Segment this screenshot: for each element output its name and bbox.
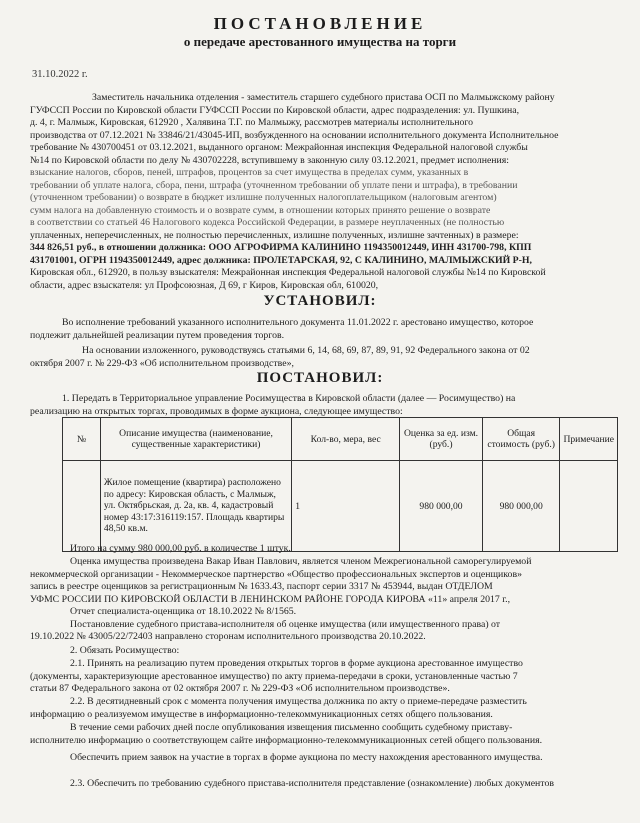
intro-line: ГУФССП России по Кировской области ГУФССП России по Кировской области, адрес подразделения: ул. Пушкина, (30, 104, 520, 116)
cell-quantity: 1 (292, 461, 400, 552)
intro-line: №14 по Кировской области по делу № 430702228, вступившему в законную силу 03.12.2021, предмет исполнения: (30, 154, 510, 166)
established-heading: УСТАНОВИЛ: (263, 293, 377, 309)
point2-line: (документы, характеризующие арестованное имущество) по акту приема-передачи в сроки, установленные частью 7 (30, 670, 518, 682)
intro-line: 431701001, ОГРН 1194350012449, адрес должника: ПРОЛЕТАРСКАЯ, 92, С КАЛИНИНО, МАЛМЫЖСКИЙ Р-Н, (30, 254, 532, 266)
intro-line: взыскание налогов, сборов, пеней, штрафов, процентов за счет имущества в пределах сумм, указанных в (30, 167, 469, 178)
point2-line: 2.2. В десятидневный срок с момента получения имущества должника по акту о приеме-передаче разместить (70, 696, 527, 707)
intro-line: производства от 07.12.2021 № 33846/21/43045-ИП, возбужденного на основании исполнительного документа Исполнительное (30, 129, 559, 141)
intro-line: сумм налога на добавленную стоимость и о возврате сумм, в отношении которых принято решение о возврате (30, 204, 491, 216)
document-title: ПОСТАНОВЛЕНИЕ (213, 14, 427, 33)
intro-line: Кировская обл., 612920, в пользу взыскателя: Межрайонная инспекция Федеральной налоговой службы №14 по Кировской (30, 267, 546, 278)
document-date: 31.10.2022 г. (32, 69, 88, 80)
property-table (62, 417, 618, 552)
after-table-line: Итого на сумму 980 000,00 руб. в количестве 1 штук. (70, 543, 291, 554)
cell-unit-price: 980 000,00 (400, 461, 483, 552)
point2-line: статьи 87 Федерального закона от 02 октября 2007 г. № 229-ФЗ «Об исполнительном производстве». (30, 683, 450, 694)
column-header-unit-price: Оценка за ед. изм. (руб.) (400, 418, 483, 461)
intro-line: в соответствии со статьей 46 Налогового кодекса Российской Федерации, в размере неуплаченных (не полностью (30, 217, 505, 228)
after-table-line: УФМС РОССИИ ПО КИРОВСКОЙ ОБЛАСТИ В ЛЕНИНСКОМ РАЙОНЕ ГОРОДА КИРОВА «11» апреля 2017 г., (30, 593, 511, 605)
point2-line: В течение семи рабочих дней после опубликования извещения письменно сообщить судебному приставу- (70, 722, 513, 733)
point1-line: реализацию на открытых торгах, проводимых в форме аукциона, следующее имущество: (30, 405, 403, 417)
point2-line: информацию о реализуемом имуществе в информационно-телекоммуникационных сетях общего пользования. (30, 708, 493, 720)
established-line: октября 2007 г. № 229-ФЗ «Об исполнительном производстве», (30, 357, 294, 369)
table-header-row (63, 418, 618, 461)
column-header-note: Примечание (560, 418, 618, 461)
point2-line: 2.1. Принять на реализацию путем проведения открытых торгов в форме аукциона арестованное имущество (70, 658, 523, 669)
intro-line: 344 826,51 руб., в отношении должника: ООО АГРОФИРМА КАЛИНИНО 1194350012449, ИНН 431700-798, КПП (30, 242, 532, 253)
after-table-line: Оценка имущества произведена Вакар Иван Павлович, является членом Межрегиональной саморегулируемой (70, 556, 532, 567)
intro-line: д. 4, г. Малмыж, Кировская, 612920 , Халявина Т.Г. по Малмыжу, рассмотрев материалы исполнительного (30, 117, 474, 128)
after-table-line: 19.10.2022 № 43005/22/72403 направлено сторонам исполнительного производства 20.10.2022. (30, 631, 426, 642)
column-header-quantity: Кол-во, мера, вес (292, 418, 400, 461)
decreed-heading: ПОСТАНОВИЛ: (256, 370, 384, 386)
intro-line: области, адрес взыскателя: ул Профсоюзная, Д 69, г Киров, Кировская обл, 610020, (30, 279, 379, 291)
column-header-number: № (63, 418, 101, 461)
point2-line: исполнителю информацию о соответствующем сайте информационно-телекоммуникационных сетей общего пользования. (30, 734, 543, 746)
after-table-line: Отчет специалиста-оценщика от 18.10.2022 № 8/1565. (70, 606, 297, 617)
established-line: Во исполнение требований указанного исполнительного документа 11.01.2022 г. арестовано имущество, которое (62, 317, 534, 328)
point2-line: Обеспечить прием заявок на участие в торгах в форме аукциона по месту нахождения арестованного имущества. (70, 752, 543, 763)
after-table-line: Постановление судебного пристава-исполнителя об оценке имущества (или имущественного права) от (70, 618, 501, 630)
intro-line: требовании об уплате налога, сбора, пени, штрафа (уточненном требовании об уплате пени и штрафа), в требовании (30, 179, 518, 191)
column-header-total: Общая стоимость (руб.) (482, 418, 560, 461)
intro-line: уплаченных, неперечисленных, не полностью перечисленных, излишне полученных, излишне зачтенных) в размере: (30, 229, 519, 241)
cell-number (63, 461, 101, 552)
table-row (63, 461, 618, 552)
intro-line: требование № 430700451 от 03.12.2021, выданного органом: Межрайонная инспекция Федеральной налоговой службы (30, 142, 528, 153)
column-header-description: Описание имущества (наименование, существенные характеристики) (100, 418, 291, 461)
document-subtitle: о передаче арестованного имущества на торги (183, 34, 457, 49)
point1-line: 1. Передать в Территориальное управление Росимущества в Кировской области (далее — Росимущество) на (62, 393, 516, 404)
point2-line: 2.3. Обеспечить по требованию судебного пристава-исполнителя представление (ознакомление) любых документов (70, 778, 554, 789)
intro-line: (уточненном требовании) о возврате в бюджет излишне полученных налогоплательщиком (налоговым агентом) (30, 192, 497, 203)
cell-note (560, 461, 618, 552)
cell-description: Жилое помещение (квартира) расположено по адресу: Кировская область, с Малмыж, ул. Октябрьская, д. 2а, кв. 4, кадастровый номер 43:17:316119:157. Площадь квартиры 48,50 кв.м. (100, 461, 291, 552)
point2-line: 2. Обязать Росимущество: (70, 645, 180, 656)
after-table-line: запись в реестре оценщиков за регистрационным № 1633.43, паспорт серии 3317 № 453944, выдан ОТДЕЛОМ (30, 581, 493, 592)
after-table-line: некоммерческой организации - Некоммерческое партнерство «Общество профессиональных экспертов и оценщиков» (30, 568, 522, 580)
established-line: подлежит дальнейшей реализации путем проведения торгов. (30, 329, 285, 341)
intro-line: Заместитель начальника отделения - заместитель старшего судебного пристава ОСП по Малмыжскому району (92, 92, 555, 103)
cell-total: 980 000,00 (482, 461, 560, 552)
established-line: На основании изложенного, руководствуясь статьями 6, 14, 68, 69, 87, 89, 91, 92 Федерального закона от 02 (82, 345, 530, 356)
